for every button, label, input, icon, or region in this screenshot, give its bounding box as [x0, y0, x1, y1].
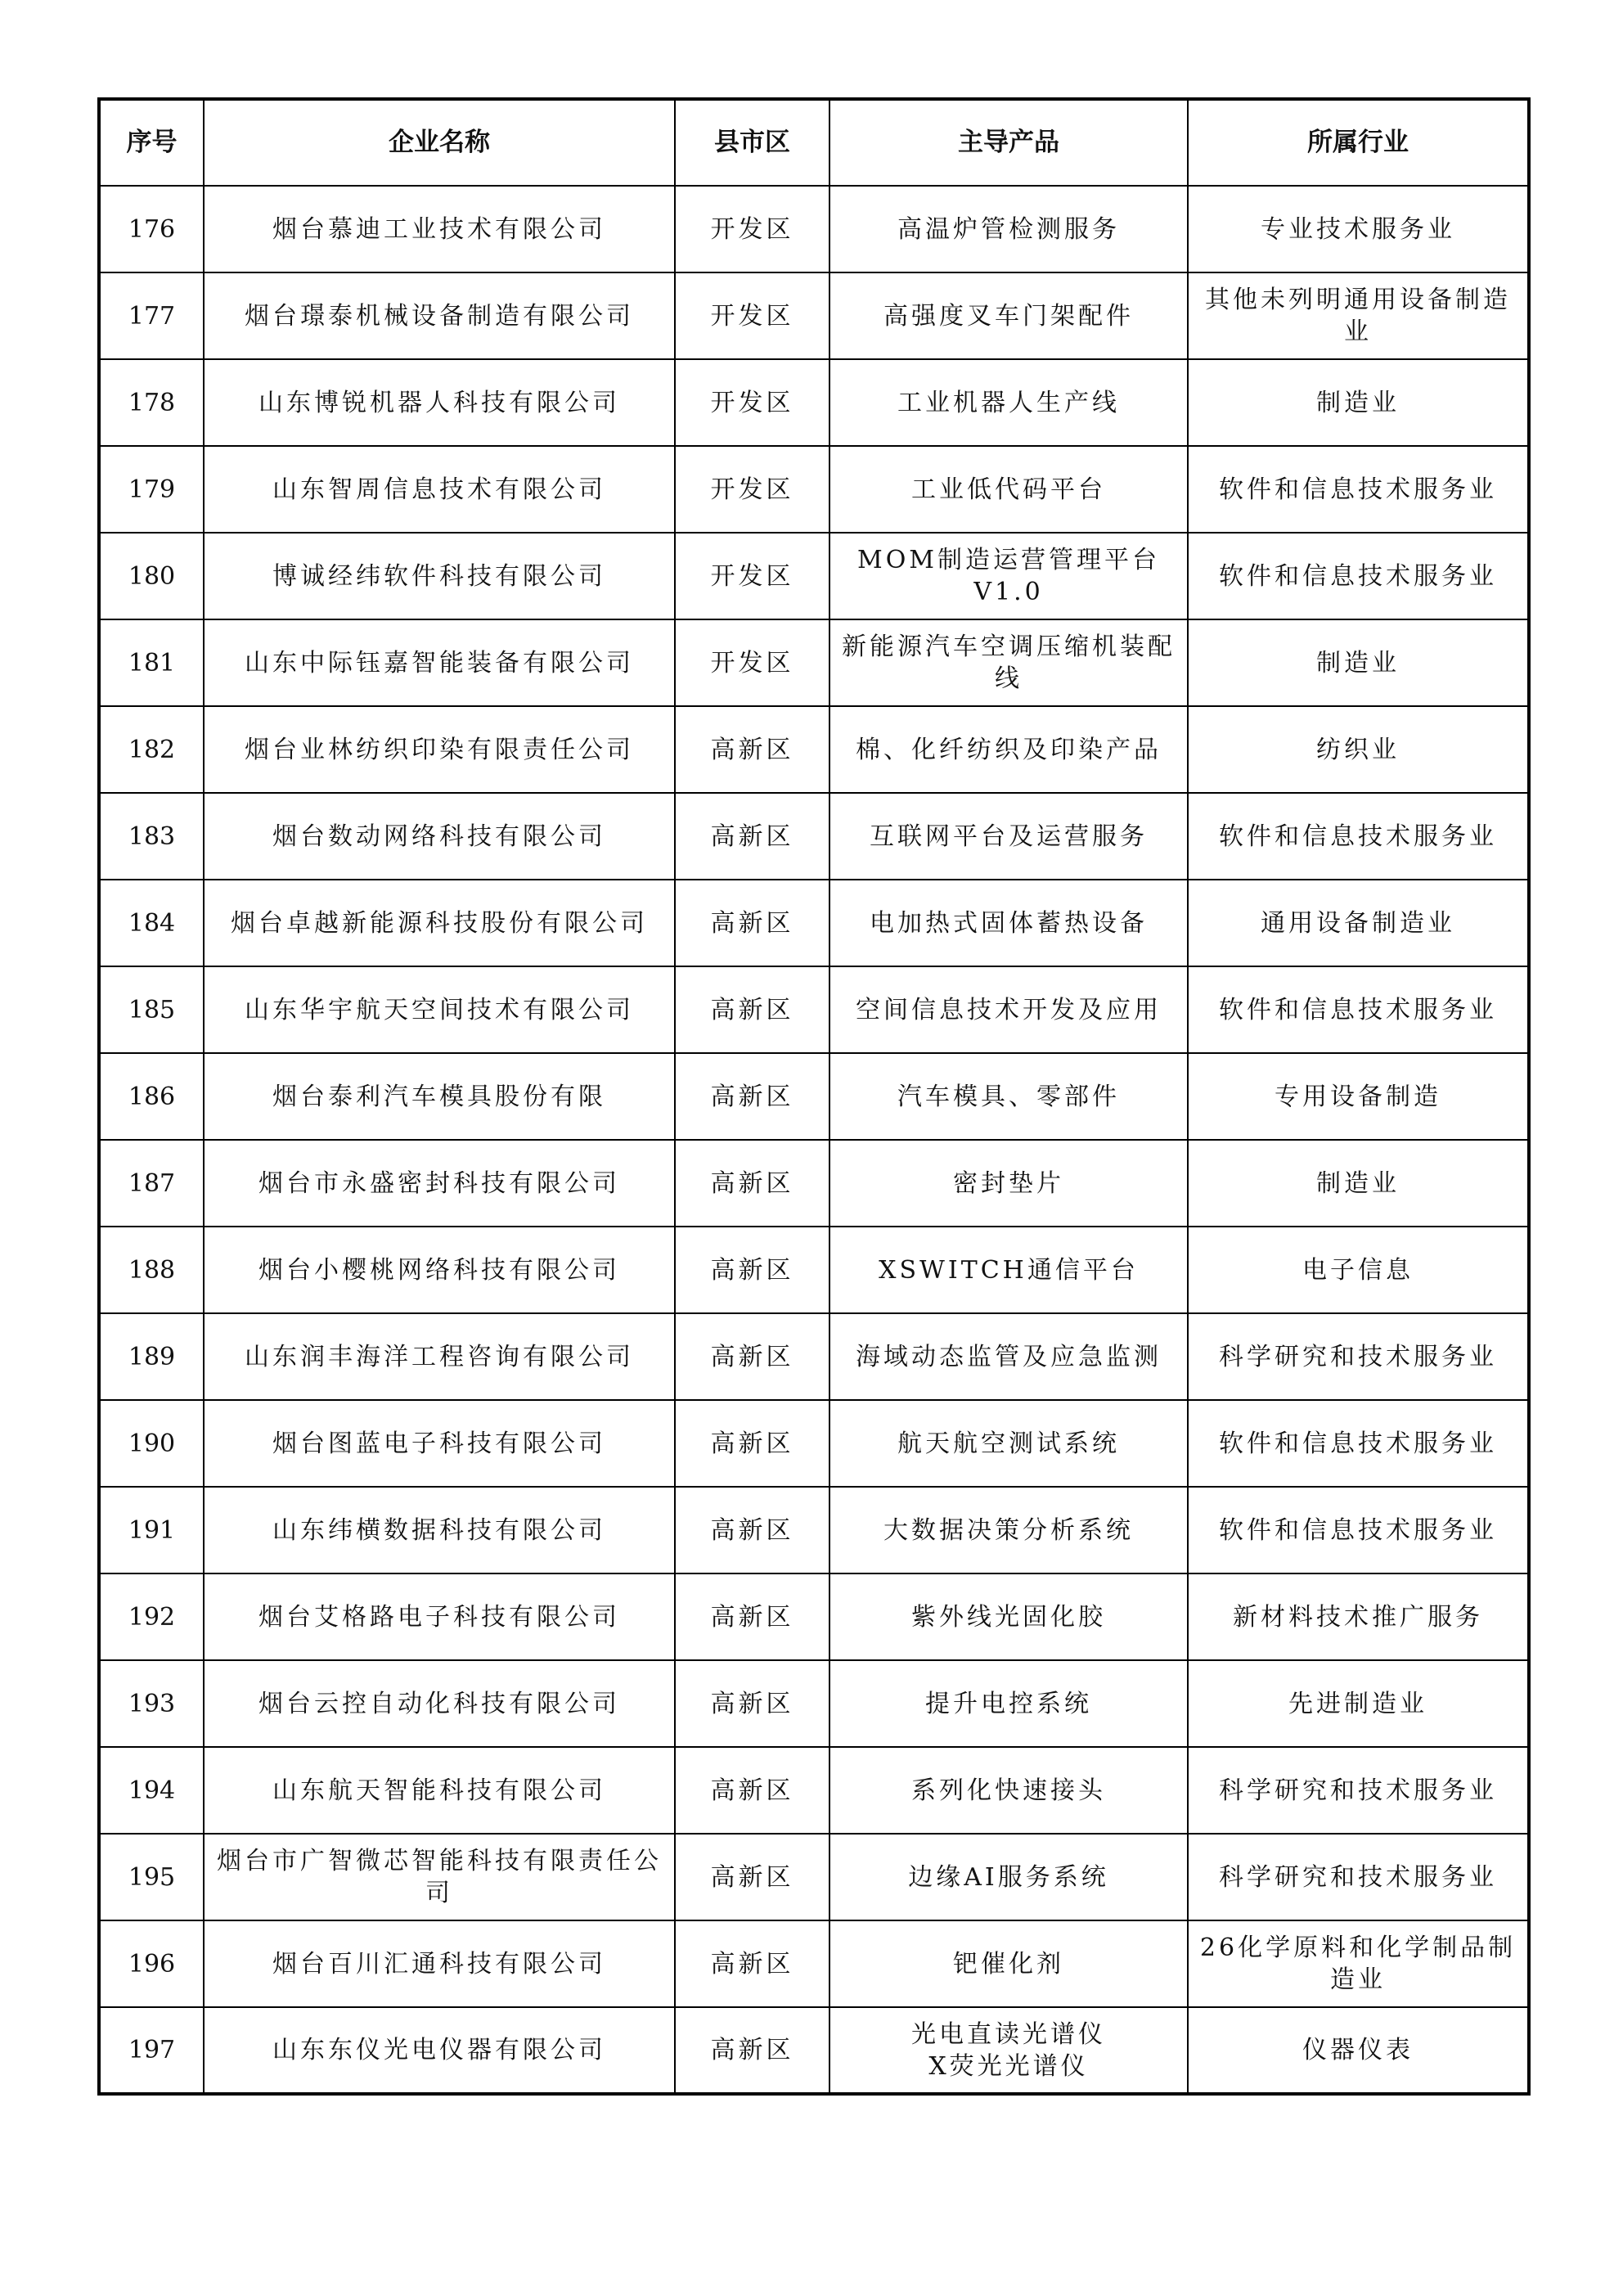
cell-company-name: 烟台泰利汽车模具股份有限	[204, 1053, 675, 1140]
table-row	[99, 1227, 1529, 1313]
cell-company-name: 山东纬横数据科技有限公司	[204, 1487, 675, 1573]
table-row	[99, 186, 1529, 272]
cell-company-name: 烟台业林纺织印染有限责任公司	[204, 706, 675, 793]
cell-index: 190	[99, 1400, 204, 1487]
cell-index: 197	[99, 2007, 204, 2094]
cell-main-product: MOM制造运营管理平台V1.0	[829, 533, 1188, 619]
cell-district: 高新区	[675, 1747, 829, 1834]
table-row	[99, 619, 1529, 706]
cell-index: 194	[99, 1747, 204, 1834]
cell-industry: 制造业	[1188, 619, 1529, 706]
cell-main-product: 紫外线光固化胶	[829, 1573, 1188, 1660]
cell-main-product: 汽车模具、零部件	[829, 1053, 1188, 1140]
cell-industry: 制造业	[1188, 359, 1529, 446]
cell-company-name: 山东华宇航天空间技术有限公司	[204, 966, 675, 1053]
cell-index: 192	[99, 1573, 204, 1660]
cell-district: 开发区	[675, 359, 829, 446]
table-row	[99, 880, 1529, 966]
cell-industry: 26化学原料和化学制品制造业	[1188, 1920, 1529, 2007]
table-row	[99, 2007, 1529, 2094]
cell-main-product: 边缘AI服务系统	[829, 1834, 1188, 1920]
cell-industry: 其他未列明通用设备制造业	[1188, 272, 1529, 359]
cell-index: 185	[99, 966, 204, 1053]
cell-company-name: 山东航天智能科技有限公司	[204, 1747, 675, 1834]
cell-industry: 科学研究和技术服务业	[1188, 1747, 1529, 1834]
cell-index: 177	[99, 272, 204, 359]
cell-industry: 专用设备制造	[1188, 1053, 1529, 1140]
cell-industry: 软件和信息技术服务业	[1188, 1400, 1529, 1487]
cell-district: 高新区	[675, 1920, 829, 2007]
cell-district: 高新区	[675, 1834, 829, 1920]
cell-main-product: 系列化快速接头	[829, 1747, 1188, 1834]
cell-index: 179	[99, 446, 204, 533]
cell-main-product: 棉、化纤纺织及印染产品	[829, 706, 1188, 793]
table-row	[99, 966, 1529, 1053]
table-row	[99, 1400, 1529, 1487]
cell-district: 开发区	[675, 186, 829, 272]
cell-main-product: 高温炉管检测服务	[829, 186, 1188, 272]
cell-index: 193	[99, 1660, 204, 1747]
table-row	[99, 1834, 1529, 1920]
cell-main-product: 海域动态监管及应急监测	[829, 1313, 1188, 1400]
cell-district: 高新区	[675, 2007, 829, 2094]
cell-district: 高新区	[675, 793, 829, 880]
cell-industry: 制造业	[1188, 1140, 1529, 1227]
cell-industry: 通用设备制造业	[1188, 880, 1529, 966]
table-row	[99, 1313, 1529, 1400]
cell-district: 高新区	[675, 1487, 829, 1573]
cell-industry: 电子信息	[1188, 1227, 1529, 1313]
cell-district: 高新区	[675, 880, 829, 966]
table-row	[99, 359, 1529, 446]
cell-main-product: 工业低代码平台	[829, 446, 1188, 533]
cell-industry: 先进制造业	[1188, 1660, 1529, 1747]
cell-district: 高新区	[675, 966, 829, 1053]
cell-index: 181	[99, 619, 204, 706]
cell-industry: 软件和信息技术服务业	[1188, 446, 1529, 533]
cell-main-product	[829, 2007, 1188, 2094]
cell-company-name: 山东智周信息技术有限公司	[204, 446, 675, 533]
cell-main-product: 互联网平台及运营服务	[829, 793, 1188, 880]
cell-index: 186	[99, 1053, 204, 1140]
header-industry: 所属行业	[1188, 99, 1529, 186]
cell-industry: 纺织业	[1188, 706, 1529, 793]
table-row	[99, 1920, 1529, 2007]
cell-line: 光电直读光谱仪	[911, 2019, 1106, 2049]
cell-company-name: 山东中际钰嘉智能装备有限公司	[204, 619, 675, 706]
cell-index: 196	[99, 1920, 204, 2007]
cell-district: 开发区	[675, 272, 829, 359]
table-row	[99, 272, 1529, 359]
cell-company-name: 烟台百川汇通科技有限公司	[204, 1920, 675, 2007]
table-row	[99, 706, 1529, 793]
cell-index: 191	[99, 1487, 204, 1573]
cell-index: 195	[99, 1834, 204, 1920]
table-row	[99, 1660, 1529, 1747]
header-main-product: 主导产品	[829, 99, 1188, 186]
cell-district: 高新区	[675, 1140, 829, 1227]
cell-company-name: 烟台云控自动化科技有限公司	[204, 1660, 675, 1747]
cell-index: 184	[99, 880, 204, 966]
cell-company-name: 烟台数动网络科技有限公司	[204, 793, 675, 880]
cell-district: 开发区	[675, 533, 829, 619]
cell-company-name: 烟台小樱桃网络科技有限公司	[204, 1227, 675, 1313]
cell-district: 高新区	[675, 1400, 829, 1487]
table-body	[99, 186, 1529, 2094]
cell-company-name: 烟台璟泰机械设备制造有限公司	[204, 272, 675, 359]
cell-company-name: 烟台市永盛密封科技有限公司	[204, 1140, 675, 1227]
cell-main-product: 密封垫片	[829, 1140, 1188, 1227]
table-row	[99, 1573, 1529, 1660]
table-row	[99, 1487, 1529, 1573]
cell-main-product: 电加热式固体蓄热设备	[829, 880, 1188, 966]
cell-main-product: 新能源汽车空调压缩机装配线	[829, 619, 1188, 706]
cell-industry: 软件和信息技术服务业	[1188, 533, 1529, 619]
cell-line: X荧光光谱仪	[928, 2051, 1089, 2081]
cell-industry: 仪器仪表	[1188, 2007, 1529, 2094]
cell-index: 178	[99, 359, 204, 446]
cell-company-name: 山东润丰海洋工程咨询有限公司	[204, 1313, 675, 1400]
cell-district: 高新区	[675, 1227, 829, 1313]
cell-index: 176	[99, 186, 204, 272]
cell-industry: 软件和信息技术服务业	[1188, 966, 1529, 1053]
cell-index: 182	[99, 706, 204, 793]
cell-district: 高新区	[675, 1053, 829, 1140]
cell-industry: 软件和信息技术服务业	[1188, 1487, 1529, 1573]
cell-district: 高新区	[675, 706, 829, 793]
cell-index: 183	[99, 793, 204, 880]
cell-industry: 科学研究和技术服务业	[1188, 1313, 1529, 1400]
cell-main-product: 提升电控系统	[829, 1660, 1188, 1747]
table-row	[99, 793, 1529, 880]
cell-company-name: 烟台市广智微芯智能科技有限责任公司	[204, 1834, 675, 1920]
table-row	[99, 1053, 1529, 1140]
cell-index: 180	[99, 533, 204, 619]
cell-company-name: 山东博锐机器人科技有限公司	[204, 359, 675, 446]
header-district: 县市区	[675, 99, 829, 186]
header-company-name: 企业名称	[204, 99, 675, 186]
cell-main-product: XSWITCH通信平台	[829, 1227, 1188, 1313]
cell-district: 开发区	[675, 446, 829, 533]
table-row	[99, 446, 1529, 533]
cell-company-name: 山东东仪光电仪器有限公司	[204, 2007, 675, 2094]
cell-index: 187	[99, 1140, 204, 1227]
cell-main-product: 空间信息技术开发及应用	[829, 966, 1188, 1053]
cell-industry: 科学研究和技术服务业	[1188, 1834, 1529, 1920]
table-row	[99, 1747, 1529, 1834]
cell-industry: 软件和信息技术服务业	[1188, 793, 1529, 880]
cell-district: 高新区	[675, 1660, 829, 1747]
table-row	[99, 1140, 1529, 1227]
cell-main-product: 钯催化剂	[829, 1920, 1188, 2007]
cell-district: 开发区	[675, 619, 829, 706]
cell-main-product: 高强度叉车门架配件	[829, 272, 1188, 359]
cell-index: 189	[99, 1313, 204, 1400]
cell-industry: 专业技术服务业	[1188, 186, 1529, 272]
cell-index: 188	[99, 1227, 204, 1313]
cell-main-product: 大数据决策分析系统	[829, 1487, 1188, 1573]
cell-company-name: 烟台艾格路电子科技有限公司	[204, 1573, 675, 1660]
cell-company-name: 烟台图蓝电子科技有限公司	[204, 1400, 675, 1487]
cell-industry: 新材料技术推广服务	[1188, 1573, 1529, 1660]
cell-district: 高新区	[675, 1313, 829, 1400]
cell-main-product: 航天航空测试系统	[829, 1400, 1188, 1487]
cell-district: 高新区	[675, 1573, 829, 1660]
cell-company-name: 博诚经纬软件科技有限公司	[204, 533, 675, 619]
cell-company-name: 烟台慕迪工业技术有限公司	[204, 186, 675, 272]
header-index: 序号	[99, 99, 204, 186]
table-header-row	[99, 99, 1529, 186]
table-row	[99, 533, 1529, 619]
cell-main-product: 工业机器人生产线	[829, 359, 1188, 446]
enterprise-table	[97, 97, 1531, 2096]
cell-company-name: 烟台卓越新能源科技股份有限公司	[204, 880, 675, 966]
